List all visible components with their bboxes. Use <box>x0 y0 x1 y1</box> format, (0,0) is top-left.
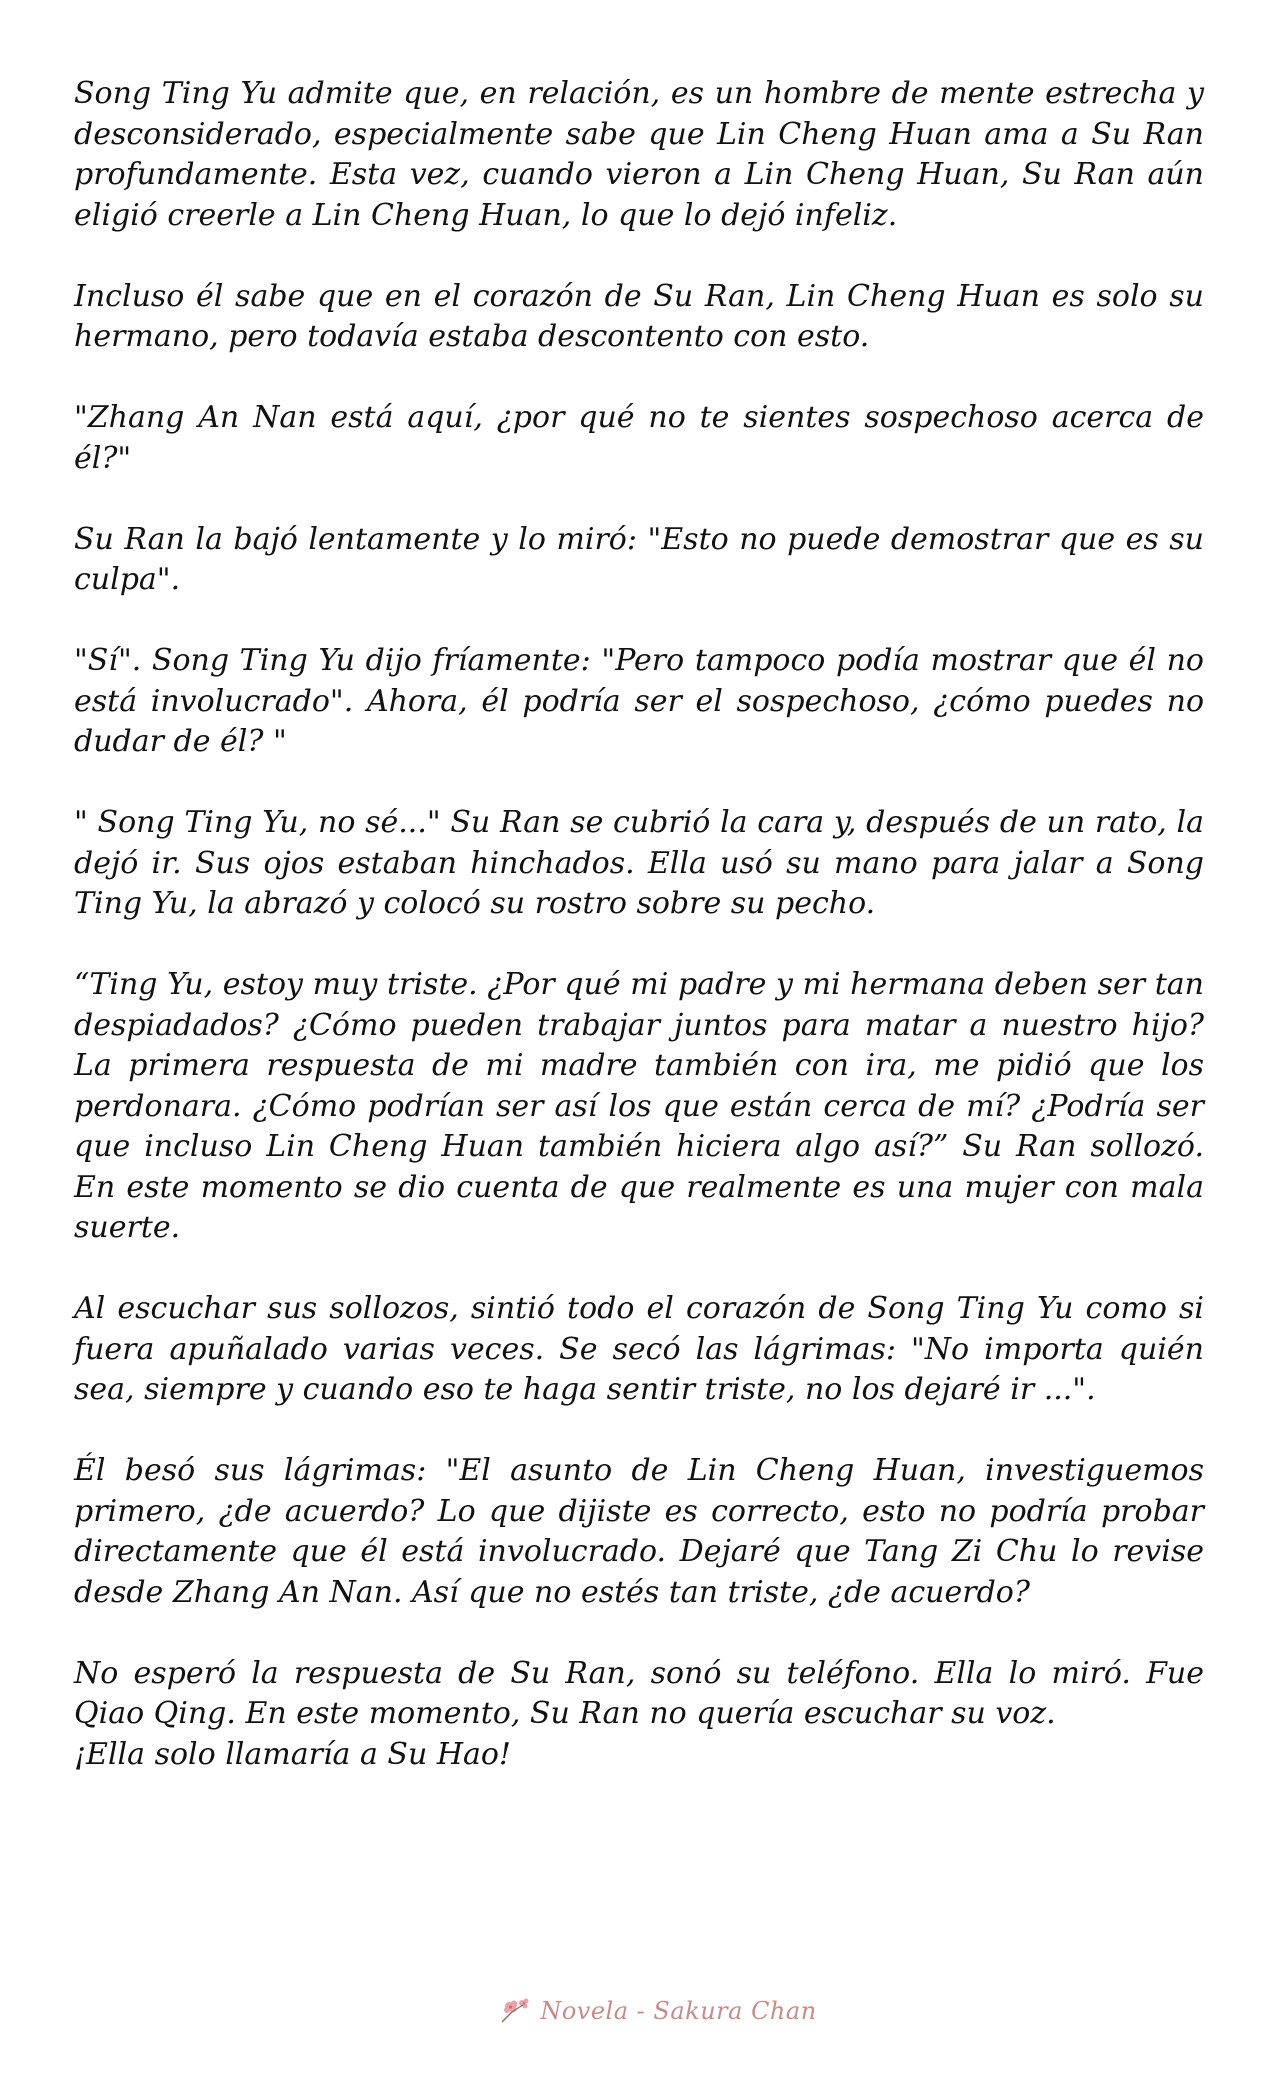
paragraph: "Zhang An Nan está aquí, ¿por qué no te sientes sospechoso acerca de él?" <box>74 400 1204 476</box>
footer-watermark <box>0 1991 1275 2031</box>
paragraph: No esperó la respuesta de Su Ran, sonó su teléfono. Ella lo miró. Fue Qiao Qing. En este momento, Su Ran no quería escuchar su voz. ¡Ella solo llamaría a Su Hao! <box>74 1655 1204 1772</box>
paragraph: Al escuchar sus sollozos, sintió todo el corazón de Song Ting Yu como si fuera apuñalado varias veces. Se secó las lágrimas: "No importa quién sea, siempre y cuando eso te haga sentir triste, no los dejaré ir ...". <box>74 1291 1204 1407</box>
paragraph: Incluso él sabe que en el corazón de Su Ran, Lin Cheng Huan es solo su hermano, pero todavía estaba descontento con esto. <box>74 278 1204 354</box>
document-body <box>74 74 1204 1775</box>
paragraph: Song Ting Yu admite que, en relación, es un hombre de mente estrecha y desconsiderado, especialmente sabe que Lin Cheng Huan ama a Su Ran profundamente. Esta vez, cuando vieron a Lin Cheng Huan, Su Ran aún eligió creerle a Lin Cheng Huan, lo que lo dejó infeliz. <box>74 76 1204 233</box>
paragraph: "Sí". Song Ting Yu dijo fríamente: "Pero tampoco podía mostrar que él no está involucrado". Ahora, él podría ser el sospechoso, ¿cómo puedes no dudar de él? " <box>74 643 1204 759</box>
sakura-blossom-icon <box>498 1996 534 2026</box>
paragraph: “Ting Yu, estoy muy triste. ¿Por qué mi padre y mi hermana deben ser tan despiadados? ¿Cómo pueden trabajar juntos para matar a nuestro hijo? La primera respuesta de mi madre también con ira, me pidió que los perdonara. ¿Cómo podrían ser así los que están cerca de mí? ¿Podría ser que incluso Lin Cheng Huan también hiciera algo así?” Su Ran sollozó. En este momento se dio cuenta de que realmente es una mujer con mala suerte. <box>74 967 1204 1245</box>
paragraph: " Song Ting Yu, no sé..." Su Ran se cubrió la cara y, después de un rato, la dejó ir. Sus ojos estaban hinchados. Ella usó su mano para jalar a Song Ting Yu, la abrazó y colocó su rostro sobre su pecho. <box>74 805 1204 921</box>
footer-text: Novela - Sakura Chan <box>540 1997 817 2025</box>
footer-inner <box>498 1996 816 2026</box>
paragraph: Su Ran la bajó lentamente y lo miró: "Esto no puede demostrar que es su culpa". <box>74 521 1204 597</box>
paragraph: Él besó sus lágrimas: "El asunto de Lin Cheng Huan, investiguemos primero, ¿de acuerdo? Lo que dijiste es correcto, esto no podría probar directamente que él está involucrado. Dejaré que Tang Zi Chu lo revise desde Zhang An Nan. Así que no estés tan triste, ¿de acuerdo? <box>74 1453 1204 1610</box>
